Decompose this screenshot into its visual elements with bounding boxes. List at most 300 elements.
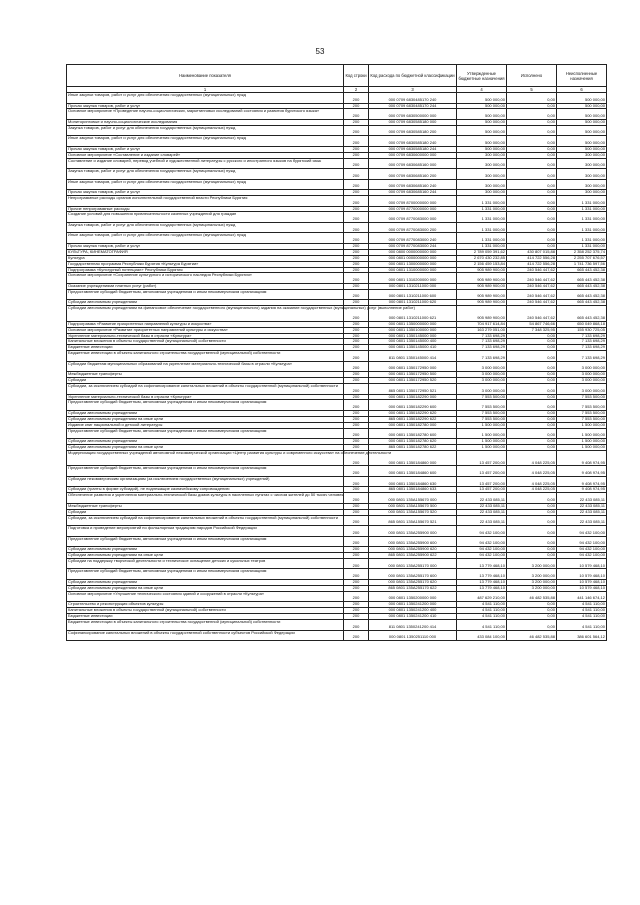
row-plan-cell: 3 000 000,00	[457, 378, 507, 384]
row-rest-cell: 3 000 000,00	[557, 384, 607, 395]
row-rest-cell: 7 553 500,00	[557, 416, 607, 422]
row-kbk-cell: 865 0801 1350182290 622	[369, 416, 457, 422]
row-kbk-cell: 000 0801 1350145000 410	[369, 345, 457, 351]
row-code-cell: 200	[344, 439, 369, 445]
row-done-cell: 0,00	[507, 361, 557, 372]
row-plan-cell: 22 433 085,11	[457, 509, 507, 515]
row-name-cell: Бюджетные инвестиции в объекты капитального строительства государственной (муниципальной) собственности	[67, 620, 344, 631]
row-code-cell: 200	[344, 614, 369, 620]
row-kbk-cell: 000 0709 6830685160 244	[369, 190, 457, 196]
table-row	[67, 306, 607, 321]
row-plan-cell: 1 500 000,00	[457, 439, 507, 445]
row-rest-cell: 300 000,00	[557, 190, 607, 196]
row-rest-cell: 9 408 974,95	[557, 476, 607, 487]
table-row	[67, 125, 607, 136]
budget-execution-table	[66, 64, 607, 641]
row-rest-cell: 1 500 000,00	[557, 445, 607, 451]
row-code-cell: 200	[344, 608, 369, 614]
row-code-cell: 200	[344, 620, 369, 631]
row-name-cell: Основное мероприятие «Проведение научно-социологических, маркетинговых исследований состояния и развития бурятского языка»	[67, 109, 344, 120]
row-name-cell: Основное мероприятие «Сохранение культурного и исторического наследия Республики Бурятия»	[67, 273, 344, 284]
row-kbk-cell: 000 0801 1350172950 500	[369, 372, 457, 378]
row-plan-cell: 1 331 000,00	[457, 222, 507, 233]
row-code-cell: 200	[344, 394, 369, 400]
row-done-cell: 240 546 447,62	[507, 289, 557, 300]
table-row	[67, 493, 607, 504]
row-plan-cell: 1 500 000,00	[457, 445, 507, 451]
row-plan-cell: 300 000,00	[457, 158, 507, 169]
row-plan-cell: 1 331 000,00	[457, 196, 507, 207]
row-done-cell: 0,00	[507, 428, 557, 439]
row-plan-cell: 1 331 000,00	[457, 212, 507, 223]
row-name-cell: Софинансирование капитальных вложений в объекты государственной собственности субъектов Российской Федерации	[67, 630, 344, 641]
row-kbk-cell: 000 0709 6830585180 200	[369, 125, 457, 136]
row-rest-cell: 94 432 100,00	[557, 536, 607, 547]
row-name-cell: Прочая закупка товаров, работ и услуг	[67, 243, 344, 249]
row-kbk-cell: 000 0801 1350182290 000	[369, 394, 457, 400]
row-kbk-cell: 000 0709 6830685160 000	[369, 158, 457, 169]
row-kbk-cell: 000 0709 8770083000 244	[369, 243, 457, 249]
row-rest-cell: 441 146 674,12	[557, 591, 607, 602]
row-plan-cell: 7 553 500,00	[457, 410, 507, 416]
row-plan-cell: 500 000,00	[457, 103, 507, 109]
table-row	[67, 630, 607, 641]
row-kbk-cell: 000 0709 8770083000 200	[369, 222, 457, 233]
row-rest-cell: 665 443 452,38	[557, 306, 607, 321]
row-name-cell: Капитальные вложения в объекты государственной (муниципальной) собственности	[67, 608, 344, 614]
row-rest-cell: 4 541 110,00	[557, 608, 607, 614]
row-code-cell: 200	[344, 289, 369, 300]
row-code-cell: 200	[344, 103, 369, 109]
table-row	[67, 526, 607, 537]
row-done-cell: 0,00	[507, 212, 557, 223]
row-kbk-cell: 000 0801 1350200000 000	[369, 591, 457, 602]
row-plan-cell: 1 500 000,00	[457, 422, 507, 428]
row-rest-cell: 3 000 000,00	[557, 361, 607, 372]
row-done-cell: 0,00	[507, 196, 557, 207]
row-name-cell: Предоставление субсидий бюджетным, автономным учреждениям и иным некоммерческим организациям	[67, 400, 344, 411]
row-rest-cell: 1 331 000,00	[557, 243, 607, 249]
row-rest-cell: 500 000,00	[557, 109, 607, 120]
row-rest-cell: 650 049 868,18	[557, 321, 607, 327]
table-row	[67, 289, 607, 300]
table-header-row	[67, 65, 607, 87]
row-kbk-cell: 000 0709 6830600000 000	[369, 152, 457, 158]
row-kbk-cell: 000 0801 135A255170 620	[369, 579, 457, 585]
row-plan-cell: 13 779 468,10	[457, 558, 507, 569]
table-row	[67, 212, 607, 223]
table-row	[67, 476, 607, 487]
row-rest-cell: 7 553 500,00	[557, 410, 607, 416]
row-name-cell: КУЛЬТУРА, КИНЕМАТОГРАФИЯ	[67, 249, 344, 255]
row-kbk-cell: 000 0801 135A155670 000	[369, 493, 457, 504]
row-kbk-cell: 811 0801 1350241200 414	[369, 620, 457, 631]
table-row	[67, 351, 607, 362]
row-kbk-cell: 000 0709 8770000000 000	[369, 206, 457, 212]
row-plan-cell: 4 541 110,00	[457, 608, 507, 614]
row-code-cell: 200	[344, 585, 369, 591]
row-name-cell: Непрограммные расходы органов исполнительной государственной власти Республики Бурятия	[67, 196, 344, 207]
row-done-cell: 0,00	[507, 103, 557, 109]
row-rest-cell: 7 133 698,29	[557, 333, 607, 339]
row-done-cell: 0,00	[507, 503, 557, 509]
row-plan-cell: 905 989 900,00	[457, 306, 507, 321]
row-rest-cell: 500 000,00	[557, 119, 607, 125]
row-name-cell: Создание условий для повышения привлекательности казенных учреждений для граждан	[67, 212, 344, 223]
table-row	[67, 558, 607, 569]
row-kbk-cell: 865 0801 1350184860 633	[369, 487, 457, 493]
row-plan-cell: 13 457 200,00	[457, 476, 507, 487]
row-name-cell: Основное мероприятие «Развитие приоритетных направлений культуры и искусства»	[67, 327, 344, 333]
row-code-cell: 200	[344, 190, 369, 196]
row-kbk-cell: 865 0801 1350172950 521	[369, 384, 457, 395]
row-rest-cell: 500 000,00	[557, 93, 607, 104]
row-name-cell: Основное мероприятие «Составление и издание словарей»	[67, 152, 344, 158]
row-done-cell: 0,00	[507, 526, 557, 537]
row-rest-cell: 22 433 085,11	[557, 503, 607, 509]
row-kbk-cell: 000 0801 1350100000 000	[369, 327, 457, 333]
row-done-cell: 4 048 225,05	[507, 451, 557, 466]
row-code-cell: 200	[344, 283, 369, 289]
row-rest-cell: 386 601 564,12	[557, 630, 607, 641]
row-kbk-cell: 865 0801 135A155670 521	[369, 515, 457, 526]
row-plan-cell: 7 553 500,00	[457, 416, 507, 422]
row-done-cell: 0,00	[507, 93, 557, 104]
row-done-cell: 0,00	[507, 206, 557, 212]
row-kbk-cell: 000 0801 0000000000 000	[369, 255, 457, 261]
row-kbk-cell: 000 0801 135A255900 000	[369, 526, 457, 537]
row-code-cell: 200	[344, 428, 369, 439]
row-name-cell: Субсидии автономным учреждениям на иные цели	[67, 585, 344, 591]
row-rest-cell: 665 443 452,38	[557, 283, 607, 289]
row-rest-cell: 7 553 500,00	[557, 394, 607, 400]
row-plan-cell: 7 133 698,29	[457, 345, 507, 351]
column-number: 5	[507, 87, 557, 93]
row-kbk-cell: 865 0801 135A255900 622	[369, 553, 457, 559]
table-row	[67, 179, 607, 190]
row-done-cell: 0,00	[507, 608, 557, 614]
table-row	[67, 428, 607, 439]
row-done-cell: 4 048 225,05	[507, 487, 557, 493]
row-code-cell: 200	[344, 536, 369, 547]
row-name-cell: Субсидии автономным учреждениям	[67, 579, 344, 585]
row-done-cell: 0,00	[507, 614, 557, 620]
row-code-cell: 200	[344, 321, 369, 327]
row-kbk-cell: 000 0801 1310211000 621	[369, 306, 457, 321]
row-name-cell: Межбюджетные трансферты	[67, 372, 344, 378]
row-kbk-cell: 000 0801 1350182780 620	[369, 439, 457, 445]
row-plan-cell: 300 000,00	[457, 169, 507, 180]
row-kbk-cell: 000 0801 1350251110 000	[369, 630, 457, 641]
row-plan-cell: 163 279 051,00	[457, 327, 507, 333]
row-plan-cell: 22 433 085,11	[457, 503, 507, 509]
row-done-cell: 0,00	[507, 339, 557, 345]
row-kbk-cell: 000 0801 135A255900 600	[369, 536, 457, 547]
row-name-cell: Культура	[67, 255, 344, 261]
row-kbk-cell: 000 0801 1350241200 000	[369, 602, 457, 608]
row-code-cell: 200	[344, 206, 369, 212]
table-body	[67, 93, 607, 641]
row-code-cell: 200	[344, 306, 369, 321]
row-kbk-cell: 000 0801 1310000000 000	[369, 267, 457, 273]
row-name-cell: Подпрограмма «Развитие приоритетных направлений культуры и искусства»	[67, 321, 344, 327]
column-number: 1	[67, 87, 344, 93]
row-rest-cell: 665 443 452,38	[557, 267, 607, 273]
row-name-cell: Укрепление материально-технической базы в отрасли «Культура»	[67, 333, 344, 339]
row-code-cell: 200	[344, 553, 369, 559]
row-rest-cell: 94 432 100,00	[557, 553, 607, 559]
row-name-cell: Предоставление субсидий бюджетным, автономным учреждениям и иным некоммерческим организациям	[67, 466, 344, 477]
row-rest-cell: 9 408 974,95	[557, 487, 607, 493]
column-header-name: Наименование показателя	[67, 65, 344, 87]
column-header-done: Исполнено	[507, 65, 557, 87]
row-rest-cell: 9 408 974,95	[557, 466, 607, 477]
table-row	[67, 569, 607, 580]
row-done-cell: 0,00	[507, 378, 557, 384]
column-number: 2	[344, 87, 369, 93]
row-plan-cell: 22 433 085,11	[457, 515, 507, 526]
row-rest-cell: 4 541 110,00	[557, 620, 607, 631]
row-done-cell: 0,00	[507, 410, 557, 416]
row-plan-cell: 500 000,00	[457, 136, 507, 147]
row-kbk-cell: 865 0801 135A255170 622	[369, 585, 457, 591]
row-code-cell: 200	[344, 591, 369, 602]
row-kbk-cell: 000 0709 6830500000 000	[369, 109, 457, 120]
row-kbk-cell: 000 0709 6830685160 240	[369, 179, 457, 190]
row-name-cell: Иные закупки товаров, работ и услуг для обеспечения государственных (муниципальных) нужд	[67, 233, 344, 244]
page-number: 53	[315, 47, 325, 56]
row-rest-cell: 2 255 707 676,57	[557, 255, 607, 261]
row-rest-cell: 300 000,00	[557, 179, 607, 190]
row-plan-cell: 300 000,00	[457, 179, 507, 190]
row-done-cell: 414 722 556,28	[507, 255, 557, 261]
row-plan-cell: 905 989 900,00	[457, 267, 507, 273]
row-plan-cell: 1 331 000,00	[457, 206, 507, 212]
row-code-cell: 200	[344, 125, 369, 136]
row-plan-cell: 7 133 698,29	[457, 339, 507, 345]
row-code-cell: 200	[344, 384, 369, 395]
row-rest-cell: 300 000,00	[557, 152, 607, 158]
row-rest-cell: 300 000,00	[557, 158, 607, 169]
row-kbk-cell: 000 0801 1350145000 000	[369, 333, 457, 339]
row-code-cell: 200	[344, 558, 369, 569]
row-rest-cell: 665 443 452,38	[557, 289, 607, 300]
row-code-cell: 200	[344, 361, 369, 372]
row-kbk-cell: 000 0801 135A255170 600	[369, 569, 457, 580]
row-done-cell: 0,00	[507, 152, 557, 158]
row-rest-cell: 22 433 085,11	[557, 515, 607, 526]
row-done-cell: 240 546 447,62	[507, 267, 557, 273]
row-code-cell: 200	[344, 255, 369, 261]
row-done-cell: 0,00	[507, 109, 557, 120]
row-code-cell: 200	[344, 93, 369, 104]
row-done-cell: 0,00	[507, 384, 557, 395]
row-rest-cell: 1 741 736 597,56	[557, 261, 607, 267]
row-name-cell: Прочая закупка товаров, работ и услуг	[67, 190, 344, 196]
row-plan-cell: 7 133 698,29	[457, 351, 507, 362]
row-name-cell: Подготовка и проведение мероприятий по фольклорным традициям народов Российской Федерации	[67, 526, 344, 537]
row-done-cell: 0,00	[507, 372, 557, 378]
row-kbk-cell: 811 0801 1350145000 414	[369, 351, 457, 362]
row-kbk-cell: 000 0709 6830585180 240	[369, 136, 457, 147]
row-rest-cell: 10 579 468,10	[557, 579, 607, 585]
row-code-cell: 200	[344, 451, 369, 466]
row-name-cell: Субсидии, за исключением субсидий на софинансирование капитальных вложений в объекты государственной (муниципальной) собственности	[67, 384, 344, 395]
row-rest-cell: 1 500 000,00	[557, 428, 607, 439]
row-name-cell: Иные закупки товаров, работ и услуг для обеспечения государственных (муниципальных) нужд	[67, 93, 344, 104]
row-name-cell: Мониторинговые и научно-социологические исследования	[67, 119, 344, 125]
row-code-cell: 200	[344, 212, 369, 223]
row-plan-cell: 905 989 900,00	[457, 300, 507, 306]
row-plan-cell: 433 084 100,00	[457, 630, 507, 641]
row-done-cell: 3 200 000,00	[507, 558, 557, 569]
table-row	[67, 233, 607, 244]
row-name-cell: Бюджетные инвестиции	[67, 345, 344, 351]
row-done-cell: 0,00	[507, 179, 557, 190]
row-kbk-cell: 000 0801 1310200000 000	[369, 273, 457, 284]
row-rest-cell: 500 000,00	[557, 125, 607, 136]
row-plan-cell: 500 000,00	[457, 109, 507, 120]
row-kbk-cell: 000 0709 6830685160 200	[369, 169, 457, 180]
row-kbk-cell: 000 0801 1350182290 600	[369, 400, 457, 411]
row-rest-cell: 1 500 000,00	[557, 422, 607, 428]
column-number: 4	[457, 87, 507, 93]
row-name-cell: Субсидии на поддержку творческой деятельности и техническое оснащение детских и кукольных театров	[67, 558, 344, 569]
table-row	[67, 400, 607, 411]
row-done-cell: 0,00	[507, 400, 557, 411]
row-name-cell: Прочая закупка товаров, работ и услуг	[67, 103, 344, 109]
table-row	[67, 620, 607, 631]
row-done-cell: 0,00	[507, 493, 557, 504]
row-name-cell: Субсидии автономным учреждениям	[67, 300, 344, 306]
row-done-cell: 0,00	[507, 515, 557, 526]
table-row	[67, 158, 607, 169]
row-code-cell: 200	[344, 261, 369, 267]
row-name-cell: Закупка товаров, работ и услуг для обеспечения государственных (муниципальных) нужд	[67, 222, 344, 233]
row-plan-cell: 1 331 000,00	[457, 243, 507, 249]
row-name-cell: Субсидии автономным учреждениям на иные цели	[67, 416, 344, 422]
table-row	[67, 136, 607, 147]
row-name-cell: Бюджетные инвестиции в объекты капитального строительства государственной (муниципальной) собственности	[67, 351, 344, 362]
row-name-cell: Составление и издание словарей, перевод учебной и художественной литературы с русского и иностранного языков на бурятский язык	[67, 158, 344, 169]
row-plan-cell: 905 989 900,00	[457, 273, 507, 284]
row-kbk-cell: 000 0709 6830585180 244	[369, 146, 457, 152]
row-code-cell: 200	[344, 136, 369, 147]
row-plan-cell: 4 541 110,00	[457, 602, 507, 608]
row-name-cell: Предоставление субсидий бюджетным, автономным учреждениям и иным некоммерческим организациям	[67, 536, 344, 547]
row-done-cell: 0,00	[507, 416, 557, 422]
row-code-cell: 200	[344, 327, 369, 333]
table-row	[67, 196, 607, 207]
row-name-cell: Субсидии бюджетам муниципальных образований на укрепление материально-технической базы в отрасли «Культура»	[67, 361, 344, 372]
row-plan-cell: 905 989 900,00	[457, 289, 507, 300]
row-code-cell: 200	[344, 233, 369, 244]
row-rest-cell: 7 553 500,00	[557, 400, 607, 411]
column-number: 3	[369, 87, 457, 93]
row-rest-cell: 22 433 085,11	[557, 509, 607, 515]
row-plan-cell: 1 331 000,00	[457, 233, 507, 244]
row-name-cell: Субсидии некоммерческим организациям (за исключением государственных (муниципальных) учреждений)	[67, 476, 344, 487]
row-kbk-cell: 000 0801 1350182780 600	[369, 428, 457, 439]
row-name-cell: Основное мероприятие «Улучшение технического состояния зданий и сооружений в отрасли «Культура»	[67, 591, 344, 602]
row-name-cell: Предоставление субсидий бюджетным, автономным учреждениям и иным некоммерческим организациям	[67, 569, 344, 580]
row-kbk-cell: 000 0801 135A155670 520	[369, 509, 457, 515]
table-row	[67, 273, 607, 284]
row-done-cell: 0,00	[507, 547, 557, 553]
row-name-cell: Бюджетные инвестиции	[67, 614, 344, 620]
row-kbk-cell: 000 0801 1350184860 600	[369, 466, 457, 477]
row-code-cell: 200	[344, 493, 369, 504]
row-rest-cell: 4 541 110,00	[557, 614, 607, 620]
row-code-cell: 200	[344, 179, 369, 190]
row-code-cell: 200	[344, 422, 369, 428]
row-done-cell: 0,00	[507, 553, 557, 559]
row-name-cell: Субсидии автономным учреждениям на иные цели	[67, 553, 344, 559]
row-rest-cell: 1 331 000,00	[557, 222, 607, 233]
row-plan-cell: 4 541 110,00	[457, 614, 507, 620]
row-kbk-cell: 000 0801 1300000000 000	[369, 261, 457, 267]
row-done-cell: 0,00	[507, 536, 557, 547]
table-row	[67, 591, 607, 602]
column-header-rest: Неисполненные назначения	[557, 65, 607, 87]
row-plan-cell: 13 779 468,10	[457, 569, 507, 580]
row-kbk-cell: 000 0801 1350172950 000	[369, 361, 457, 372]
row-plan-cell: 3 000 000,00	[457, 361, 507, 372]
row-done-cell: 0,00	[507, 136, 557, 147]
row-done-cell: 240 546 447,62	[507, 283, 557, 289]
row-name-cell: Субсидии	[67, 378, 344, 384]
row-rest-cell: 7 133 698,29	[557, 345, 607, 351]
row-rest-cell: 3 000 000,00	[557, 378, 607, 384]
row-rest-cell: 1 500 000,00	[557, 439, 607, 445]
row-kbk-cell: 000 0801 1350184860 630	[369, 476, 457, 487]
row-kbk-cell: 000 0709 8770083000 240	[369, 233, 457, 244]
row-name-cell: Укрепление материально-технической базы в отрасли «Культура»	[67, 394, 344, 400]
row-done-cell: 4 048 225,05	[507, 476, 557, 487]
row-done-cell: 0,00	[507, 345, 557, 351]
row-code-cell: 200	[344, 466, 369, 477]
column-header-kbk: Код расхода по бюджетной классификации	[369, 65, 457, 87]
row-rest-cell: 1 331 000,00	[557, 196, 607, 207]
row-done-cell: 240 546 447,62	[507, 300, 557, 306]
row-done-cell: 3 200 000,00	[507, 579, 557, 585]
table-row	[67, 93, 607, 104]
row-plan-cell: 1 500 000,00	[457, 428, 507, 439]
row-kbk-cell: 865 0801 1350182780 622	[369, 445, 457, 451]
row-name-cell: Субсидии	[67, 509, 344, 515]
row-code-cell: 200	[344, 351, 369, 362]
row-rest-cell: 94 432 100,00	[557, 526, 607, 537]
row-kbk-cell: 000 0801 1350241200 410	[369, 614, 457, 620]
column-header-code: Код строки	[344, 65, 369, 87]
row-name-cell: Предоставление субсидий бюджетным, автономным учреждениям и иным некоммерческим организациям	[67, 428, 344, 439]
row-plan-cell: 94 432 100,00	[457, 547, 507, 553]
column-header-plan: Утвержденные бюджетные назначения	[457, 65, 507, 87]
row-rest-cell: 300 000,00	[557, 169, 607, 180]
row-kbk-cell: 000 0801 1350000000 000	[369, 321, 457, 327]
row-plan-cell: 487 629 210,00	[457, 591, 507, 602]
row-plan-cell: 300 000,00	[457, 152, 507, 158]
row-rest-cell: 10 579 468,10	[557, 558, 607, 569]
row-done-cell: 0,00	[507, 243, 557, 249]
row-code-cell: 200	[344, 339, 369, 345]
row-name-cell: Прочие непрограммные расходы	[67, 206, 344, 212]
row-done-cell: 0,00	[507, 146, 557, 152]
row-code-cell: 200	[344, 630, 369, 641]
row-plan-cell: 13 779 468,10	[457, 585, 507, 591]
row-code-cell: 200	[344, 222, 369, 233]
row-rest-cell: 1 331 000,00	[557, 206, 607, 212]
